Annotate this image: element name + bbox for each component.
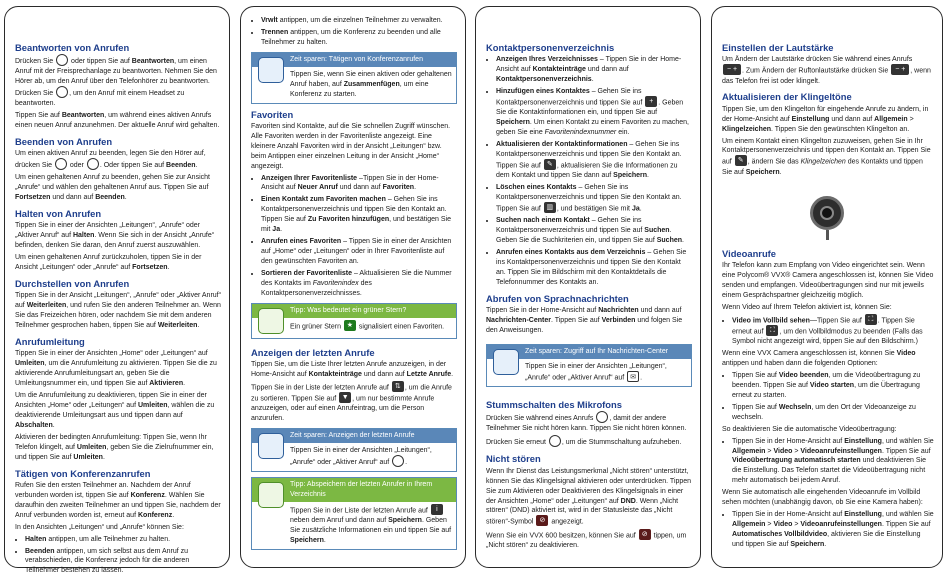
paragraph: Wenn eine VVX Camera angeschlossen ist, können Sie Video antippen und haben dann die folgenden Optionen: bbox=[722, 350, 916, 368]
tip-body: Tippen Sie in einer der Ansichten „Leitungen“, „Anrufe“ oder „Aktiver Anruf“ auf ✉ . bbox=[525, 362, 667, 382]
paragraph: Drücken Sie erneut , um die Stummschaltung aufzuheben. bbox=[486, 436, 692, 448]
section-title: Anrufumleitung bbox=[15, 336, 85, 347]
tip-box bbox=[251, 428, 457, 472]
paragraph: Rufen Sie den ersten Teilnehmer an. Nachdem der Anruf verbunden worden ist, tippen Sie auf Konferenz. Wählen Sie daraufhin den zweiten Teilnehmer an und tippen Sie, nachdem der Anruf verbunden worden ist, erneut auf Konferenz. bbox=[15, 481, 221, 519]
paragraph: Um Ändern der Lautstärke drücken Sie während eines Anrufs − + . Zum Ändern der Ruftonlautstärke drücken Sie − + , wenn das Telefon frei ist oder klingelt. bbox=[722, 56, 931, 85]
bullet-list bbox=[722, 510, 934, 550]
message-icon: ✉ bbox=[627, 371, 639, 382]
fullscreen-icon: ⛶ bbox=[865, 314, 877, 325]
star-icon: ★ bbox=[344, 320, 356, 331]
section-title: Favoriten bbox=[251, 108, 294, 120]
paragraph: Tippen Sie auf Beantworten, um während eines aktiven Anrufs einen neuen Anruf anzunehmen. Der aktuelle Anruf wird gehalten. bbox=[15, 112, 220, 130]
paragraph: Um einen gehaltenen Anruf zu beenden, gehen Sie zur Ansicht „Anrufe“ und wählen den gehaltenen Anruf aus. Tippen Sie auf Fortsetzen und dann auf Beenden. bbox=[15, 174, 210, 202]
paragraph: Um die Anrufumleitung zu deaktivieren, tippen Sie in einer der Ansichten „Home“ oder „Leitungen“ auf Umleiten, wählen die zu deaktivierende Umleitungsart aus und tippen dann auf Abschalten. bbox=[15, 392, 215, 429]
speaker-icon bbox=[55, 158, 67, 170]
tip-header: Zeit sparen: Zugriff auf Ihr Nachrichten-Center bbox=[487, 345, 691, 359]
paragraph: Um einen gehaltenen Anruf zurückzuholen, tippen Sie in der Ansicht „Leitungen“ oder „Anrufe“ auf Fortsetzen. bbox=[15, 254, 202, 272]
paragraph: Ihr Telefon kann zum Empfang von Video eingerichtet sein. Wenn eine Polycom® VVX® Camera angeschlossen ist, können Sie Video senden und empfangen. Videoübertragungen sind nur mit jeweils einem Gesprächspartner gleichzeitig möglich. bbox=[722, 261, 934, 299]
sort-icon: ⇅ bbox=[392, 381, 404, 392]
tip-box bbox=[486, 344, 692, 387]
headset-icon bbox=[87, 158, 99, 170]
tip-header: Tipp: Was bedeutet ein grüner Stern? bbox=[252, 304, 456, 318]
list-item: • Tippen Sie auf Video beenden, um die Videoübertragung zu beenden. Tippen Sie auf Video starten, um die Übertragung erneut zu starten. bbox=[732, 371, 934, 401]
paragraph: Tippen Sie, um den Klingelton für eingehende Anrufe zu ändern, in der Home-Ansicht auf Einstellung und dann auf Allgemein > Klingelzeichen. Tippen Sie den gewünschten Klingelton an. bbox=[722, 105, 929, 133]
dnd-icon: ⊘ bbox=[536, 515, 548, 526]
section-title: Halten von Anrufen bbox=[15, 208, 102, 219]
list-item: • Anzeigen Ihrer Favoritenliste –Tippen Sie in der Home-Ansicht auf Neuer Anruf und dann auf Favoriten. bbox=[261, 174, 457, 194]
mute-icon bbox=[596, 411, 608, 423]
list-item: • Aktualisieren der Kontaktinformationen – Gehen Sie ins Kontaktpersonenverzeichnis und tippen Sie den Kontakt an. Tippen Sie auf ✎ , aktualisieren Sie die Informationen zu dem Kontakt und tippen Sie dann auf Speichern. bbox=[496, 140, 692, 181]
paragraph: Wenn Ihr Dienst das Leistungsmerkmal „Nicht stören“ unterstützt, können Sie das Klingelsignal aktivieren oder unterdrücken. Tippen Sie zum Aktivieren oder Deaktivieren des Klingelsignals in einer der Ansichten „Home“ oder „Leitungen“ auf DND. Wenn „Nicht stören“ (DND) aktiviert ist, wird in der Statusleiste das „Nicht stören“-Symbol ⊘ angezeigt. bbox=[486, 467, 692, 526]
tip-header: Tipp: Abspeichern der letzten Anrufer in Ihrem Verzeichnis bbox=[252, 478, 456, 502]
list-item: • Anrufen eines Kontakts aus dem Verzeichnis – Gehen Sie ins Kontaktpersonenverzeichnis und tippen Sie den Kontakt an. Tippen Sie im Bildschirm mit den Kontaktdetails die Telefonnummer des Kontakts an. bbox=[496, 248, 692, 288]
list-item: • Beenden antippen, um sich selbst aus dem Anruf zu verabschieden, die Konferenz jedoch für die anderen Teilnehmer bestehen zu lassen. bbox=[25, 547, 221, 577]
section-title: Aktualisieren der Klingeltöne bbox=[722, 91, 852, 103]
list-item: • Sortieren der Favoritenliste – Aktualisieren Sie die Nummer des Kontakts im Favoritenindex des Kontaktpersonenverzeichnisses. bbox=[261, 269, 457, 299]
paragraph: Drücken Sie während eines Anrufs , damit der andere Teilnehmer Sie nicht hören kann. Tippen Sie nicht hören können. bbox=[486, 412, 692, 434]
volume-icon: − + bbox=[891, 64, 909, 75]
bullet-list bbox=[15, 535, 221, 577]
paragraph: Tippen Sie in der Ansicht „Leitungen“, „Anrufe“ oder „Aktiver Anruf“ auf Weiterleiten, und rufen Sie den anderen Teilnehmer an. Wenn Sie das Freizeichen hören, oder nachdem Sie mit dem anderen Teilnehmer gesprochen haben, tippen Sie auf Weiterleiten. bbox=[15, 292, 221, 330]
list-item: • Halten antippen, um alle Teilnehmer zu halten. bbox=[25, 535, 221, 545]
paragraph: Tippen Sie in der Liste der letzten Anrufe auf ⇅ , um die Anrufe zu sortieren. Tippen Sie auf ▼ , um nur bestimmte Anrufe anzuzeigen, oder auf einen Anrufeintrag, um die Person anzurufen. bbox=[251, 382, 452, 423]
list-item: • Video im Vollbild sehen—Tippen Sie auf ⛶ . Tippen Sie erneut auf ⛶ , um den Vollbildmodus zu beenden (Falls das Symbol nicht angezeigt wird, tippen Sie auf den Bildschirm.) bbox=[732, 315, 934, 348]
edit-icon: ✎ bbox=[544, 159, 556, 170]
list-item: • Löschen eines Kontakts – Gehen Sie ins Kontaktpersonenverzeichnis und tippen Sie den Kontakt an. Tippen Sie auf ▥ , und bestätigen Sie mit Ja. bbox=[496, 183, 692, 214]
tip-header: Zeit sparen: Anzeigen der letzten Anrufe bbox=[252, 429, 456, 443]
paragraph: Tippen Sie in einer der Ansichten „Home“ oder „Leitungen“ auf Umleiten, um die Anrufumleitung zu aktivieren. Tippen Sie die zu aktivierende Anrufumleitungsart an, geben Sie die Umleitungsnummer ein, und tippen Sie auf Aktivieren. bbox=[15, 350, 217, 388]
plus-icon: + bbox=[645, 96, 657, 107]
section-title: Beantworten von Anrufen bbox=[15, 42, 130, 53]
tip-body: Ein grüner Stern ★ signalisiert einen Favoriten. bbox=[290, 321, 445, 331]
list-item: • Tippen Sie auf Wechseln, um den Ort der Videoanzeige zu wechseln. bbox=[732, 403, 934, 423]
section-title: Kontaktpersonenverzeichnis bbox=[486, 42, 615, 53]
headset-icon bbox=[56, 86, 68, 98]
speaker-icon bbox=[56, 54, 68, 66]
tip-body: Tippen Sie in einer der Ansichten „Leitungen“, „Anrufe“ oder „Aktiver Anruf“ auf . bbox=[290, 447, 432, 467]
section-title: Durchstellen von Anrufen bbox=[15, 277, 130, 289]
edit-icon: ✎ bbox=[735, 155, 747, 166]
bullet-list bbox=[486, 55, 692, 288]
paragraph: In den Ansichten „Leitungen“ und „Anrufe“ können Sie: bbox=[15, 523, 184, 531]
paragraph: Wenn Sie ein VVX 600 besitzen, können Sie auf ⊘ tippen, um „Nicht stören“ zu deaktivieren. bbox=[486, 530, 687, 549]
volume-icon: − + bbox=[723, 64, 741, 75]
paragraph: Tippen Sie in einer der Ansichten „Leitungen“, „Anrufe“ oder „Aktiver Anruf“ auf Halten. Wenn Sie sich in der Ansicht „Anrufe“ befinden, denken Sie daran, den Anruf zuerst auszuwählen. bbox=[15, 222, 215, 250]
bullet-list bbox=[722, 437, 934, 487]
paragraph: Tippen Sie, um die Liste Ihrer letzten Anrufe anzuzeigen, in der Home-Ansicht auf Kontakteinträge und dann auf Letzte Anrufe. bbox=[251, 361, 454, 378]
fullscreen-icon: ⛶ bbox=[766, 325, 778, 336]
paragraph: So deaktivieren Sie die automatische Videoübertragung: bbox=[722, 425, 897, 433]
dnd-icon: ⊘ bbox=[639, 529, 651, 540]
tip-box bbox=[251, 303, 457, 339]
lightbulb-icon bbox=[258, 308, 284, 334]
section-title: Anzeigen der letzten Anrufe bbox=[251, 346, 375, 358]
list-item: • Hinzufügen eines Kontaktes – Gehen Sie ins Kontaktpersonenverzeichnis und tippen Sie auf + . Geben Sie die Kontaktinformationen ein, und tippen Sie auf Speichern. Um einen Kontakt zu einem Favoriten zu machen, geben Sie eine Favoritenindexnummer ein. bbox=[496, 87, 692, 138]
section-title: Einstellen der Lautstärke bbox=[722, 42, 834, 53]
panel-calls bbox=[4, 6, 230, 575]
list-item: • Tippen Sie in der Home-Ansicht auf Einstellung, und wählen Sie Allgemein > Video > Videoanrufeinstellungen. Tippen Sie auf Automatisches Vollbildvideo, aktivieren Sie die Einstellung und tippen Sie auf Speichern. bbox=[732, 510, 934, 550]
bullet-list bbox=[722, 371, 934, 423]
paragraph: Wenn Sie automatisch alle eingehenden Videoanrufe im Vollbild sehen möchten (unabhängig davon, ob Sie eine Kamera haben): bbox=[722, 489, 923, 507]
list-item: • Tippen Sie in der Home-Ansicht auf Einstellung, und wählen Sie Allgemein > Video > Videoanrufeinstellungen. Tippen Sie auf Videoübertragung automatisch starten und deaktivieren Sie die Einstellung. Das Telefon startet die Videoübertragung nicht mehr automatisch bei jedem Anruf. bbox=[732, 437, 934, 487]
list-item: • Anzeigen Ihres Verzeichnisses – Tippen Sie in der Home-Ansicht auf Kontakteinträge und dann auf Kontaktpersonenverzeichnis. bbox=[496, 55, 692, 85]
tip-body: Tippen Sie in der Liste der letzten Anrufe auf i neben dem Anruf und dann auf Speichern. Geben Sie zusätzliche Informationen ein und tippen Sie auf Speichern. bbox=[290, 506, 452, 545]
lightbulb-icon bbox=[258, 482, 284, 508]
section-title: Stummschalten des Mikrofons bbox=[486, 399, 622, 411]
panel-settings bbox=[711, 6, 943, 568]
tip-box bbox=[251, 477, 457, 550]
tip-body: Tippen Sie, wenn Sie einen aktiven oder gehaltenen Anruf haben, auf Zusammenfügen, um eine Konferenz zu starten. bbox=[290, 70, 452, 98]
paragraph: Wenn Video auf Ihrem Telefon aktiviert ist, können Sie: bbox=[722, 303, 892, 311]
panel-contacts bbox=[475, 6, 701, 568]
bullet-list bbox=[251, 16, 457, 48]
filter-icon: ▼ bbox=[339, 392, 351, 403]
paragraph: Um einem Kontakt einen Klingelton zuzuweisen, gehen Sie in Ihr Kontaktpersonenverzeichnis und tippen den Kontakt an. Tippen Sie auf ✎ , ändern Sie das Klingelzeichen des Kontakts und tippen Sie auf Speichern. bbox=[722, 137, 931, 176]
bullet-list bbox=[722, 315, 934, 348]
info-icon: i bbox=[431, 504, 443, 515]
section-title: Beenden von Anrufen bbox=[15, 135, 113, 147]
camera-image bbox=[798, 192, 858, 240]
paragraph: Aktivieren der bedingten Anrufumleitung: Tippen Sie, wenn Ihr Telefon klingelt, auf Umleiten, geben Sie die Zielrufnummer ein, und tippen Sie auf Umleiten. bbox=[15, 433, 214, 461]
section-title: Nicht stören bbox=[486, 453, 541, 465]
paragraph: Um einen aktiven Anruf zu beenden, legen Sie den Hörer auf, drücken Sie oder . Oder tippen Sie auf Beenden. bbox=[15, 150, 206, 170]
paragraph: Favoriten sind Kontakte, auf die Sie schnellen Zugriff wünschen. Alle Favoriten werden in der Favoritenliste angezeigt. Eine kleinere Anzahl Favoriten wird in der Ansicht „Leitungen“ bzw. beim Antippen einer einzelnen Leitung in der Ansicht „Home“ angezeigt. bbox=[251, 122, 451, 170]
trash-icon: ▥ bbox=[544, 202, 556, 213]
tip-header: Zeit sparen: Tätigen von Konferenzanrufen bbox=[252, 53, 456, 67]
recent-calls-icon bbox=[392, 455, 404, 467]
section-title: Tätigen von Konferenzanrufen bbox=[15, 467, 151, 479]
mute-icon bbox=[549, 435, 561, 447]
paragraph: Tippen Sie in der Home-Ansicht auf Nachrichten und dann auf Nachrichten-Center. Tippen Sie auf Verbinden und folgen Sie den Anweisungen. bbox=[486, 307, 683, 335]
list-item: • Suchen nach einem Kontakt – Gehen Sie ins Kontaktpersonenverzeichnis und tippen Sie auf Suchen. Geben Sie die Suchkriterien ein, und tippen Sie auf Suchen. bbox=[496, 216, 692, 246]
list-item: • Vrwlt antippen, um die einzelnen Teilnehmer zu verwalten. bbox=[261, 16, 457, 26]
bullet-list bbox=[251, 174, 457, 299]
list-item: • Trennen antippen, um die Konferenz zu beenden und alle Teilnehmer zu halten. bbox=[261, 28, 457, 48]
section-title: Videoanrufe bbox=[722, 247, 777, 259]
tip-box bbox=[251, 52, 457, 104]
clock-icon bbox=[258, 57, 284, 83]
panel-favorites bbox=[240, 6, 466, 568]
paragraph: Drücken Sie oder tippen Sie auf Beantworten, um einen Anruf mit der Freisprechanlage zu beantworten. Nehmen Sie den Hörer ab, um den Anruf über den Telefonhörer zu beantworten. Drücken Sie , um den Anruf mit einem Headset zu beantworten. bbox=[15, 55, 221, 109]
clock-icon bbox=[493, 349, 519, 375]
section-title: Abrufen von Sprachnachrichten bbox=[486, 292, 629, 304]
clock-icon bbox=[258, 433, 284, 459]
list-item: • Anrufen eines Favoriten – Tippen Sie in einer der Ansichten auf „Home“ oder „Leitungen“ oder in Ihrer Favoritenliste auf den gewünschten Favoriten an. bbox=[261, 237, 457, 267]
list-item: • Einen Kontakt zum Favoriten machen – Gehen Sie ins Kontaktpersonenverzeichnis und tippen Sie den Kontakt an. Tippen Sie auf Zu Favoriten hinzufügen, und bestätigen Sie mit Ja. bbox=[261, 195, 457, 235]
